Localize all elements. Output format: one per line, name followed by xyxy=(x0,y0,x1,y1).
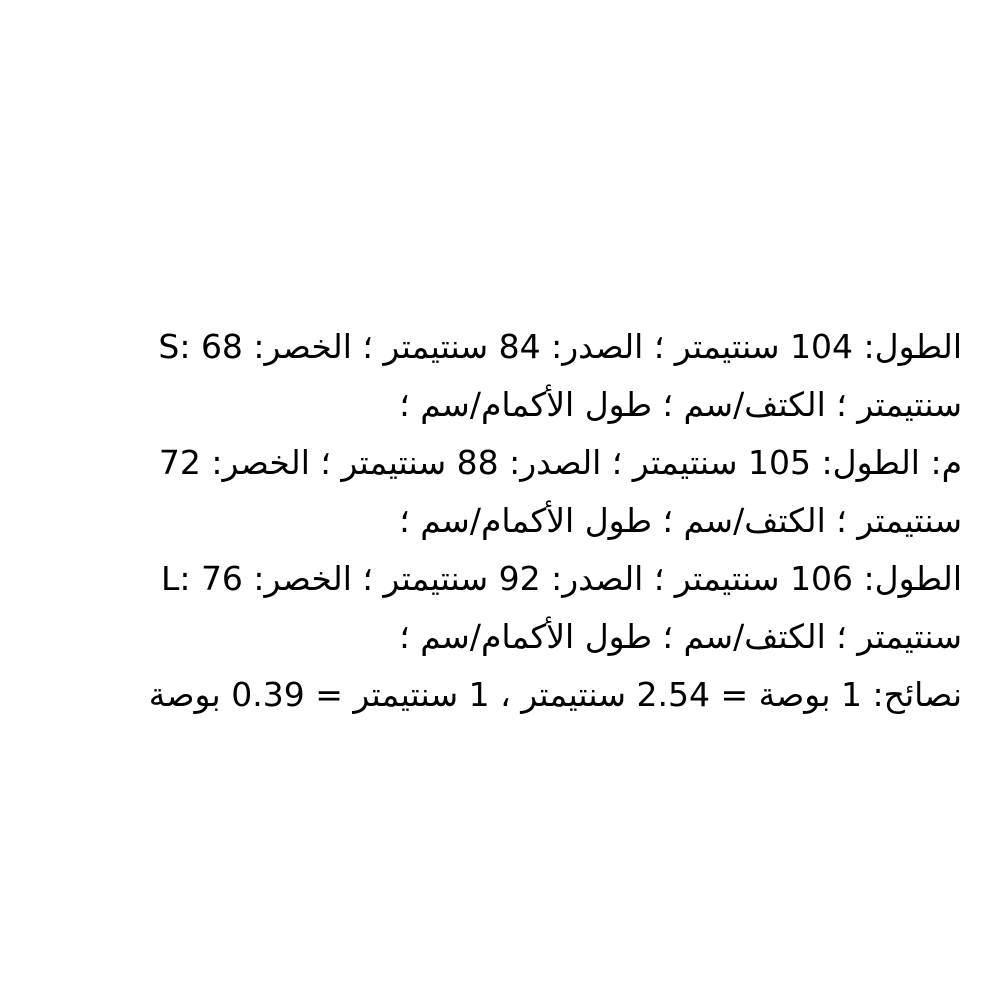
size-l-line-1: الطول: 106 سنتيمتر ؛ الصدر: 92 سنتيمتر ؛ الخصر: 76 :L xyxy=(160,559,962,598)
size-s-line-1: الطول: 104 سنتيمتر ؛ الصدر: 84 سنتيمتر ؛ الخصر: 68 :S xyxy=(158,327,962,366)
size-s-line-2: سنتيمتر ؛ الكتف/سم ؛ طول الأكمام/سم ؛ xyxy=(399,385,962,424)
size-chart-text xyxy=(40,318,962,724)
size-m-line-2: سنتيمتر ؛ الكتف/سم ؛ طول الأكمام/سم ؛ xyxy=(399,501,962,540)
size-l-line-2: سنتيمتر ؛ الكتف/سم ؛ طول الأكمام/سم ؛ xyxy=(399,617,962,656)
size-m-line-1: م: الطول: 105 سنتيمتر ؛ الصدر: 88 سنتيمتر ؛ الخصر: 72 xyxy=(158,443,962,482)
conversion-tips-line: نصائح: 1 بوصة = 2.54 سنتيمتر ، 1 سنتيمتر = 0.39 بوصة xyxy=(148,675,962,714)
